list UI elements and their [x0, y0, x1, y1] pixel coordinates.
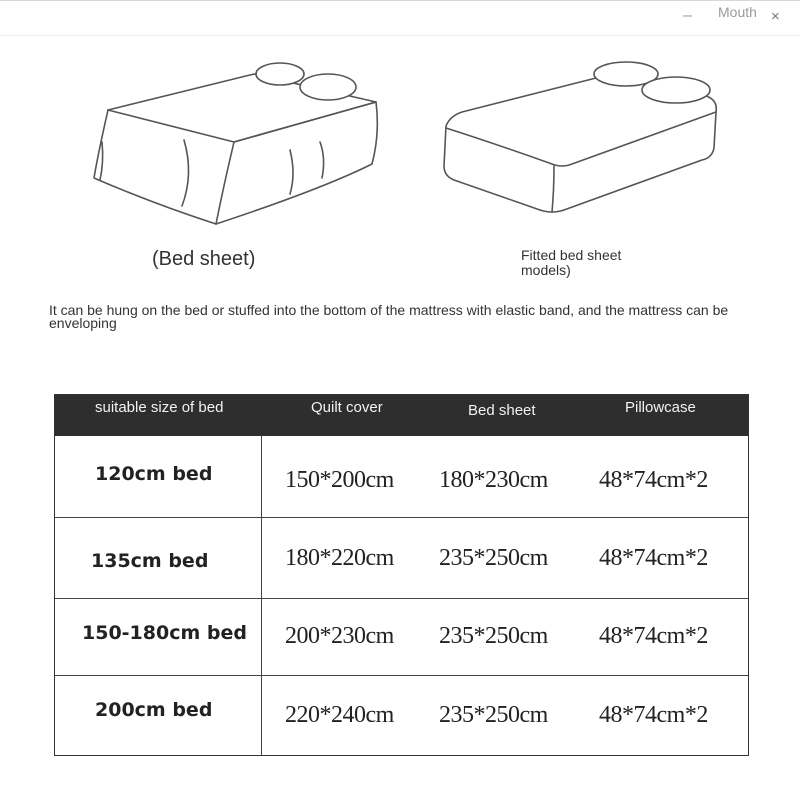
fitted-sheet-caption: Fitted bed sheet models)	[521, 247, 622, 278]
close-icon[interactable]: ×	[771, 8, 780, 25]
row-1-bed-sheet: 180*230cm	[439, 467, 548, 493]
row-4-bed-size: 200cm bed	[95, 699, 213, 721]
row-1-quilt-cover: 150*200cm	[285, 467, 394, 493]
flat-sheet-caption: (Bed sheet)	[152, 248, 256, 270]
minimize-icon[interactable]: –	[683, 7, 692, 24]
row-3-bed-sheet: 235*250cm	[439, 623, 548, 649]
row-divider	[55, 517, 748, 518]
row-4-bed-sheet: 235*250cm	[439, 702, 548, 728]
row-4-pillowcase: 48*74cm*2	[599, 702, 708, 728]
header-pillowcase: Pillowcase	[625, 399, 696, 416]
row-3-bed-size: 150-180cm bed	[82, 622, 247, 644]
window-titlebar	[0, 0, 800, 36]
flat-bed-sheet-illustration	[84, 54, 394, 234]
row-1-bed-size: 120cm bed	[95, 463, 213, 485]
header-bed-size: suitable size of bed	[95, 399, 224, 416]
fitted-bed-sheet-illustration	[436, 60, 726, 220]
row-4-quilt-cover: 220*240cm	[285, 702, 394, 728]
row-2-bed-size: 135cm bed	[91, 550, 209, 572]
row-3-pillowcase: 48*74cm*2	[599, 623, 708, 649]
row-divider	[55, 598, 748, 599]
table-header	[55, 395, 748, 436]
header-bed-sheet: Bed sheet	[468, 402, 536, 419]
size-table	[54, 394, 749, 756]
row-2-bed-sheet: 235*250cm	[439, 545, 548, 571]
window-title: Mouth	[718, 4, 757, 20]
row-1-pillowcase: 48*74cm*2	[599, 467, 708, 493]
row-divider	[55, 675, 748, 676]
header-quilt-cover: Quilt cover	[311, 399, 383, 416]
column-divider	[261, 436, 262, 756]
row-2-quilt-cover: 180*220cm	[285, 545, 394, 571]
row-3-quilt-cover: 200*230cm	[285, 623, 394, 649]
row-2-pillowcase: 48*74cm*2	[599, 545, 708, 571]
usage-note: It can be hung on the bed or stuffed into the bottom of the mattress with elastic band, and the mattress can be enveloping	[49, 302, 729, 331]
